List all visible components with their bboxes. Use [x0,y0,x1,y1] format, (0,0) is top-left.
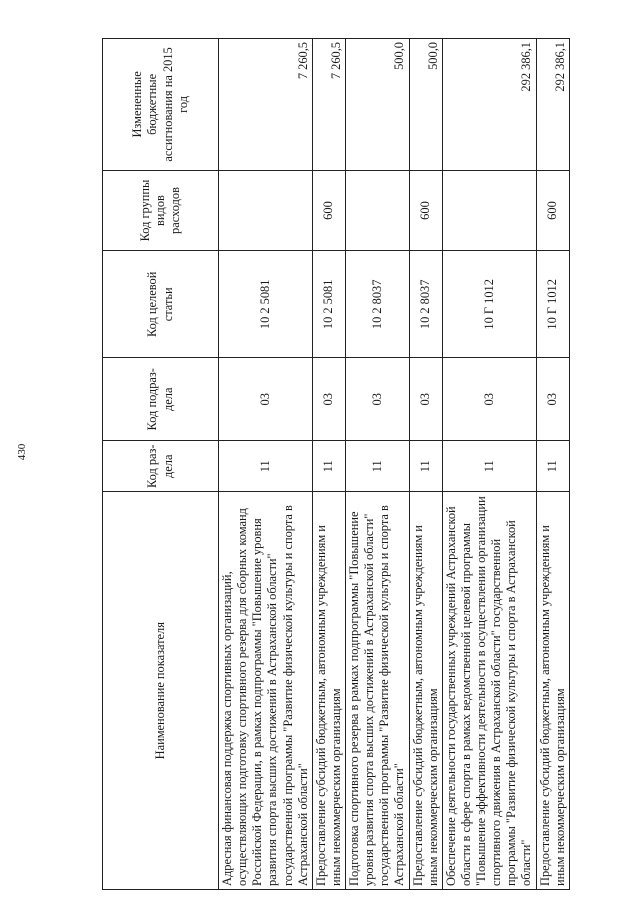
row-name: Предоставление субсидий бюджетным, автономным учреждениям и иным некоммерческим организациям [312,492,345,890]
row-name: Предоставление субсидий бюджетным, автономным учреждениям и иным некоммерческим организациям [536,492,569,890]
row-amount: 7 260,5 [219,39,313,171]
row-gruppa-vidov: 600 [536,170,569,250]
table-row [346,39,410,890]
page-number: 430 [16,443,28,461]
row-amount: 500,0 [346,39,410,171]
row-podrazdel: 03 [442,358,536,441]
row-razdel: 11 [219,441,313,492]
row-name: Обеспечение деятельности государственных учреждений Астраханской области в сфере спорта в рамках ведомственной целевой программы "Повышение эффективности деятельности в осуществлении организации спортивного движения в Астраханской области" государственной программы "Развитие физической культуры и спорта в Астраханской области" [442,492,536,890]
table-row [409,39,442,890]
row-celevaya-statya: 10 2 8037 [346,251,410,358]
row-gruppa-vidov [442,170,536,250]
row-name: Адресная финансовая поддержка спортивных организаций, осуществляющих подготовку спортивного резерва для сборных команд Российской Федерации, в рамках подпрограммы "Повышение уровня развития спорта высших достижений в Астраханской области" государственной программы "Развитие физической культуры и спорта в Астраханской области" [219,492,313,890]
row-amount: 292 386,1 [442,39,536,171]
row-gruppa-vidov [219,170,313,250]
table-row [536,39,569,890]
header-celevaya-statya: Код целевой статьи [103,251,219,358]
row-celevaya-statya: 10 2 5081 [312,251,345,358]
row-gruppa-vidov [346,170,410,250]
row-podrazdel: 03 [219,358,313,441]
row-name: Подготовка спортивного резерва в рамках подпрограммы "Повышение уровня развития спорта высших достижений в Астраханской области" государственной программы "Развитие физической культуры и спорта в Астраханской области" [346,492,410,890]
row-name: Предоставление субсидий бюджетным, автономным учреждениям и иным некоммерческим организациям [409,492,442,890]
row-amount: 500,0 [409,39,442,171]
row-razdel: 11 [409,441,442,492]
header-podrazdel: Код подраз- дела [103,358,219,441]
table-row [219,39,313,890]
row-celevaya-statya: 10 2 5081 [219,251,313,358]
row-podrazdel: 03 [409,358,442,441]
row-amount: 292 386,1 [536,39,569,171]
table-row [312,39,345,890]
header-row [103,39,219,890]
row-podrazdel: 03 [312,358,345,441]
row-celevaya-statya: 10 2 8037 [409,251,442,358]
row-gruppa-vidov: 600 [409,170,442,250]
row-razdel: 11 [536,441,569,492]
row-celevaya-statya: 10 Г 1012 [536,251,569,358]
table-row [442,39,536,890]
row-podrazdel: 03 [536,358,569,441]
row-razdel: 11 [312,441,345,492]
row-celevaya-statya: 10 Г 1012 [442,251,536,358]
header-amount: Измененные бюджетные ассигнования на 2015 год [103,39,219,171]
row-razdel: 11 [442,441,536,492]
row-gruppa-vidov: 600 [312,170,345,250]
header-razdel: Код раз- дела [103,441,219,492]
row-podrazdel: 03 [346,358,410,441]
header-gruppa-vidov: Код группы видов расходов [103,170,219,250]
rotated-table-frame [102,38,567,890]
rotated-table-container [102,38,567,890]
budget-table [102,38,570,890]
row-razdel: 11 [346,441,410,492]
row-amount: 7 260,5 [312,39,345,171]
header-name: Наименование показателя [103,492,219,890]
